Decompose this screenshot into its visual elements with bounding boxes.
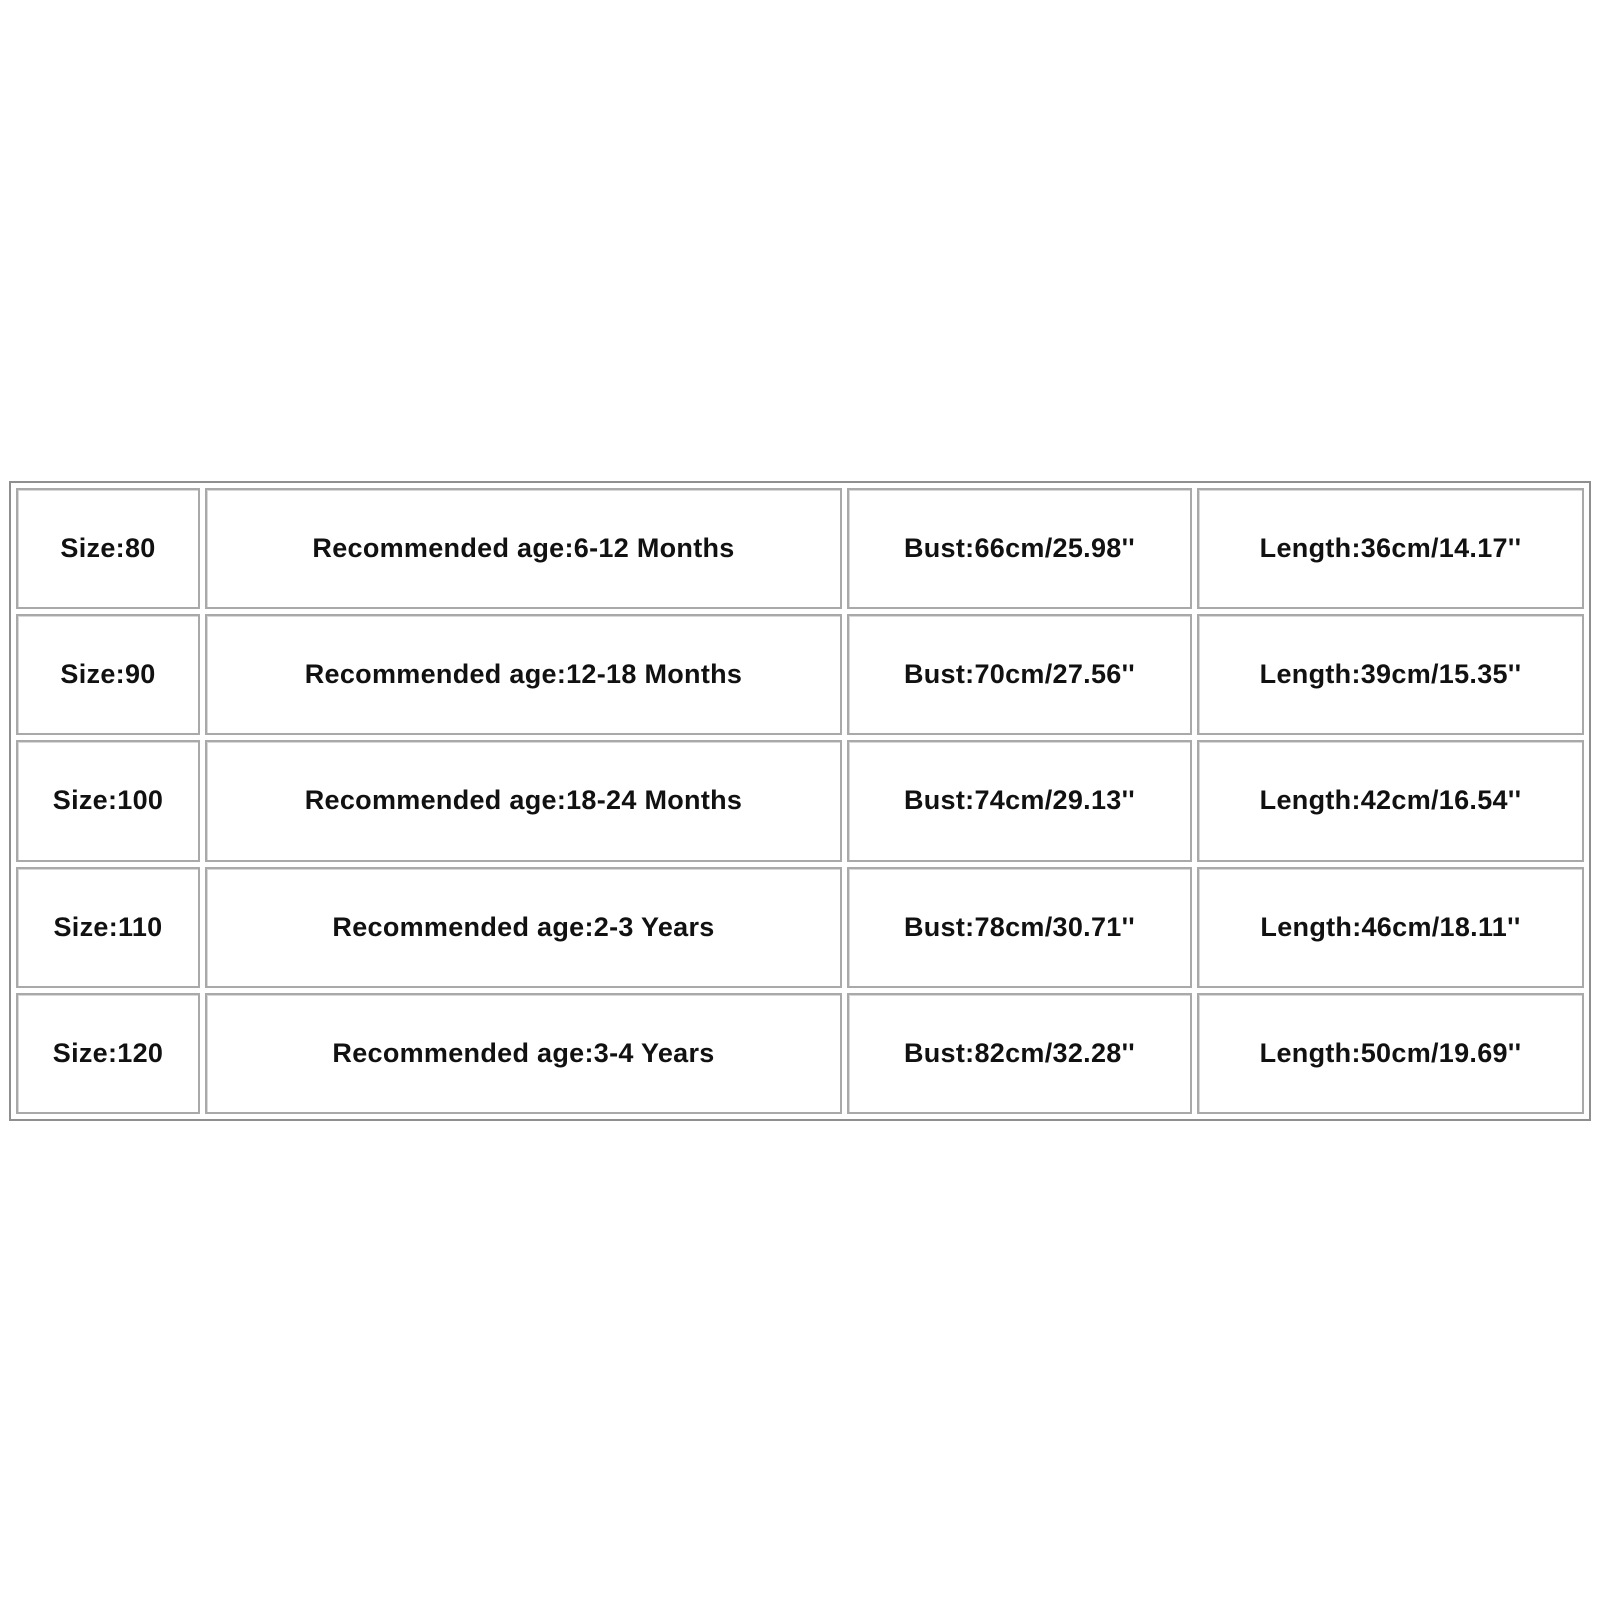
- table-row: [16, 993, 1584, 1114]
- size-cell: Size:110: [16, 867, 200, 988]
- length-cell: Length:36cm/14.17'': [1197, 488, 1584, 609]
- size-chart: [9, 481, 1591, 1121]
- bust-cell: Bust:82cm/32.28'': [847, 993, 1192, 1114]
- bust-cell: Bust:70cm/27.56'': [847, 614, 1192, 735]
- table-row: [16, 740, 1584, 861]
- table-row: [16, 867, 1584, 988]
- size-cell: Size:120: [16, 993, 200, 1114]
- bust-cell: Bust:78cm/30.71'': [847, 867, 1192, 988]
- size-cell: Size:100: [16, 740, 200, 861]
- size-chart-table: [11, 483, 1589, 1119]
- bust-cell: Bust:66cm/25.98'': [847, 488, 1192, 609]
- size-cell: Size:90: [16, 614, 200, 735]
- length-cell: Length:50cm/19.69'': [1197, 993, 1584, 1114]
- table-row: [16, 614, 1584, 735]
- length-cell: Length:39cm/15.35'': [1197, 614, 1584, 735]
- age-cell: Recommended age:3-4 Years: [205, 993, 842, 1114]
- length-cell: Length:42cm/16.54'': [1197, 740, 1584, 861]
- age-cell: Recommended age:6-12 Months: [205, 488, 842, 609]
- age-cell: Recommended age:2-3 Years: [205, 867, 842, 988]
- table-row: [16, 488, 1584, 609]
- age-cell: Recommended age:12-18 Months: [205, 614, 842, 735]
- length-cell: Length:46cm/18.11'': [1197, 867, 1584, 988]
- size-cell: Size:80: [16, 488, 200, 609]
- bust-cell: Bust:74cm/29.13'': [847, 740, 1192, 861]
- age-cell: Recommended age:18-24 Months: [205, 740, 842, 861]
